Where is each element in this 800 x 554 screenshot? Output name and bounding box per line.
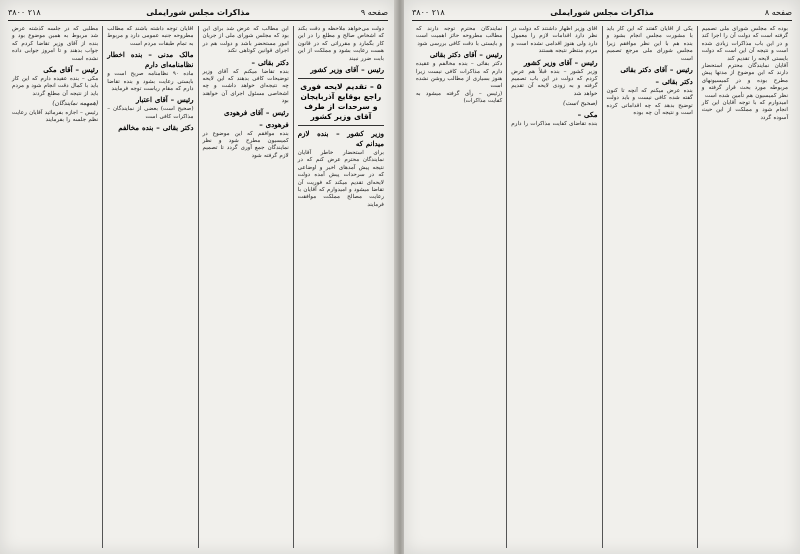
paragraph: دکتر بقائی – بنده مخالفم و عقیده دارم که مذاکرات کافی نیست زیرا هنوز بسیاری از مطالب روشن نشده است (416, 61, 503, 90)
paragraph: مکی – بنده عقیده دارم که این کار باید با کمال دقت انجام شود و مردم باید از نتیجه آن مطلع گردند (12, 76, 99, 97)
page-number: صفحه ۹ (360, 8, 388, 17)
text-column (8, 26, 102, 548)
paragraph: بوده که مجلس شورای ملی تصمیم گرفته است که دولت آن را اجرا کند و در این باب مذاکرات زیادی شده است و نتیجه آن این است که دولت بایستی لایحه را تقدیم کند (701, 26, 788, 62)
paragraph: رئیس – اجازه بفرمائید آقایان رعایت نظم جلسه را بفرمایند (12, 109, 99, 124)
text-column (506, 26, 601, 548)
column-group (412, 26, 792, 548)
text-column (697, 26, 792, 548)
column-body (702, 26, 788, 122)
column-body (511, 26, 597, 128)
page-left (0, 0, 396, 554)
paragraph: آقایان نمایندگان محترم استحضار دارند که این موضوع از مدتها پیش مطرح بوده و در کمیسیونهای مربوطه مورد بحث قرار گرفته و نظر کمیسیون هم تأمین شده است (701, 63, 788, 99)
paragraph: (رئیس – رأی گرفته میشود به کفایت مذاکرات) (416, 90, 503, 105)
page-title: مذاکرات مجلس شورایملی (146, 8, 250, 17)
paragraph: مطلبی که در جلسه گذشته عرض شد مربوط به همین موضوع بود و بنده از آقای وزیر تقاضا کردم که جواب بدهند و تا امروز جوابی داده نشده است (12, 26, 99, 62)
paragraph: نمایندگان محترم توجه دارند که مطالب مطروحه حائز اهمیت است و بایستی با دقت کافی بررسی شود (416, 26, 503, 47)
paragraph: برای استحضار خاطر آقایان نمایندگان محترم عرض کنم که در نتیجه پیش آمدهای اخیر و اوضاعی که در سرحدات پیش آمده دولت لایحه‌ای تقدیم میکند که فوریت آن تقاضا میشود و امیدوارم که آقایان با رعایت مصالح مملکت موافقت فرمایند (297, 150, 384, 208)
session-note: (صحیح است) (563, 100, 598, 108)
speaker-label: رئیس – آقای مکی (43, 65, 99, 75)
paragraph: بنده موافقم که این موضوع در کمیسیون مطرح شود و نظر نمایندگان جمع آوری گردد تا تصمیم لازم گرفته شود (202, 130, 289, 159)
speaker-label: مکی – (577, 109, 598, 119)
column-body (607, 26, 693, 118)
column-body (12, 26, 98, 124)
speaker-label: فرهودی – (259, 119, 289, 129)
speaker-label: رئیس – آقای وزیر کشور (310, 65, 384, 75)
section-heading: ۵ – تقدیم لایحه فوری راجع بوقایع آذربایجان و سرحدات از طرف آقای وزیر کشور (298, 78, 384, 126)
paragraph: یکی از آقایان گفتند که این کار باید با مشورت مجلس انجام بشود و بنده هم با این نظر موافقم زیرا مجلس شورای ملی مرجع تصمیم است (606, 26, 693, 62)
paragraph: آقای وزیر اظهار داشتند که دولت در نظر دارد اقدامات لازم را معمول دارد ولی هنوز اقدامی نشده است و مردم منتظر نتیجه هستند (511, 26, 598, 55)
speaker-label: رئیس – آقای دکتر بقائی (429, 50, 503, 60)
paragraph: (صحیح است) بعضی از نمایندگان – مذاکرات کافی است (107, 106, 194, 120)
page-label: ۲۱۸ ۳۸۰۰ (412, 8, 445, 17)
paragraph: بنده تقاضا میکنم که آقای وزیر توضیحات کافی بدهند که این لایحه چه نتیجه‌ای خواهد داشت و چه اشخاصی مسئول اجرای آن خواهند بود (202, 68, 289, 105)
paragraph: دولت می‌خواهد ملاحظه و دقت بکند که اشخاص صالح و مطلع را در این کار بگمارد و مقرراتی که در قانون هست رعایت بشود و مملکت از این بابت ضرر نبیند (297, 26, 384, 62)
column-group (8, 26, 388, 548)
column-body (203, 26, 289, 160)
column-body (107, 26, 193, 133)
page-number: صفحه ۸ (764, 8, 792, 17)
page-right (404, 0, 800, 554)
text-column (198, 26, 293, 548)
speaker-label: وزیر کشور – بنده لازم میدانم که (297, 129, 384, 149)
paragraph: ماده ۹۰ نظامنامه صریح است و بایستی رعایت بشود و بنده تقاضا دارم که مقام ریاست توجه فرمایند (107, 71, 194, 93)
column-body (298, 26, 384, 209)
paragraph: امیدوارم که با توجه آقایان این کار انجام شود و مملکت از این حیث آسوده گردد (701, 100, 788, 121)
page-header (412, 6, 792, 21)
text-column (412, 26, 506, 548)
text-column (293, 26, 388, 548)
session-note: (همهمه نمایندگان) (52, 100, 99, 108)
text-column (602, 26, 697, 548)
speaker-label: رئیس – آقای فرهودی (224, 107, 289, 117)
speaker-label: دکتر بقائی – (655, 77, 693, 87)
speaker-label: رئیس – آقای دکتر بقائی (620, 65, 693, 75)
paragraph: بنده تقاضای کفایت مذاکرات را دارم (511, 120, 598, 127)
speaker-label: دکتر بقائی – (251, 57, 289, 67)
speaker-label: رئیس – آقای وزیر کشور (523, 57, 598, 67)
paragraph: وزیر کشور – بنده قبلاً هم عرض کردم که دولت در این باب تصمیم گرفته و به زودی لایحه آن تقدیم خواهد شد (511, 68, 598, 97)
text-column (102, 26, 197, 548)
page-label: ۲۱۸ ۳۸۰۰ (8, 8, 41, 17)
page-title: مذاکرات مجلس شورایملی (550, 8, 654, 17)
speaker-label: رئیس – آقای اعتبار (136, 95, 194, 105)
paragraph: آقایان توجه داشته باشند که مطالب مطروحه جنبه عمومی دارد و مربوط به تمام طبقات مردم است (107, 26, 194, 47)
paragraph: بنده عرض میکنم که آنچه تا کنون گفته شده کافی نیست و باید دولت توضیح بدهد که چه اقداماتی کرده است و نتیجه آن چه بوده (606, 88, 693, 117)
speaker-label: مالک مدنی – بنده اخطار نظامنامه‌ای دارم (107, 50, 194, 70)
column-body (416, 26, 502, 106)
paragraph: این مطالب که عرض شد برای این بود که مجلس شورای ملی از جریان امور مستحضر باشد و دولت هم در اجرای قوانین کوتاهی نکند (202, 26, 289, 55)
page-header (8, 6, 388, 21)
speaker-label: دکتر بقائی – بنده مخالفم (118, 123, 194, 133)
